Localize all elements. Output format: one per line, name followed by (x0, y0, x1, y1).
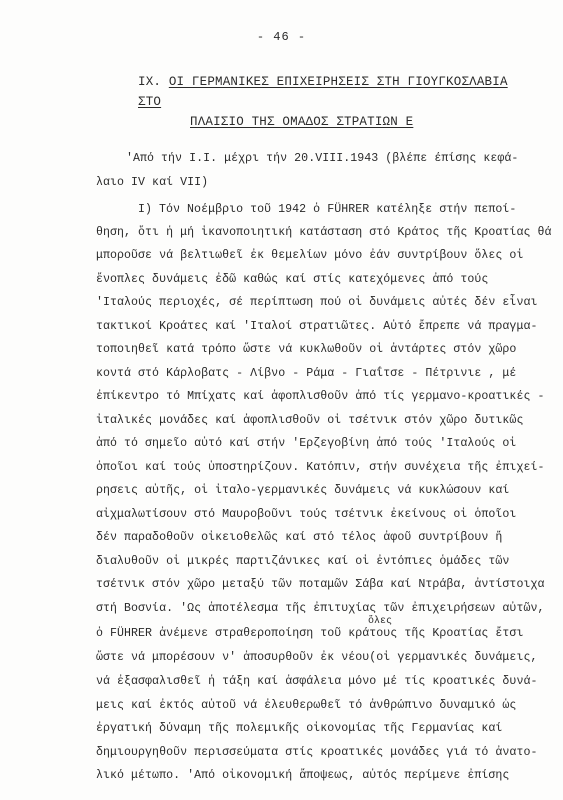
text-line: διαλυθοῦν οἱ μικρές παρτιζάνικες καί οἱ ἐντόπιες ὁμάδες τῶν (96, 555, 510, 568)
text-line: δημιουργηθοῦν περισσεύματα στίς κροατικές μονάδες γιά τό ἀνατο- (96, 746, 538, 759)
text-line: ἐργατική δύναμη τῆς πολεμικῆς οἰκονομίας τῆς Γερμανίας καί (96, 722, 503, 735)
text-line: λικό μέτωπο. 'Από οἰκονομική ἄποψεως, αὐτός περίμενε ἐπίσης (96, 769, 510, 782)
chapter-heading (138, 72, 538, 132)
chapter-title-line-2: ΠΛΑΙΣΙΟ ΤΗΣ ΟΜΑΔΟΣ ΣΤΡΑΤΙΩΝ Ε (190, 115, 414, 129)
text-line: ὁποῖοι καί τούς ὑποστηρίζουν. Κατόπιν, στήν συνέχεια τῆς ἐπιχεί- (96, 461, 545, 474)
text-line: νά ἐξασφαλισθεῖ ἡ τάξη καί ἀσφάλεια μόνο μέ τίς κροατικές δυνά- (96, 675, 538, 688)
text-line: 'Από τήν Ι.Ι. μέχρι τήν 20.VIII.1943 (βλέπε έπίσης κεφά- (126, 152, 519, 165)
text-line: ρησεις αὐτῆς, οἱ ἰταλο-γερμανικές δυνάμεις νά κυκλώσουν καί (96, 484, 510, 497)
page-number: - 46 - (256, 30, 307, 44)
heading-line-1 (138, 72, 538, 112)
chapter-title-line-1: ΟΙ ΓΕΡΜΑΝΙΚΕΣ ΕΠΙΧΕΙΡΗΣΕΙΣ ΣΤΗ ΓΙΟΥΓΚΟΣΛΑΒΙΑ ΣΤΟ (138, 75, 508, 109)
text-line: τοποιηθεῖ κατά τρόπο ὥστε νά κυκλωθοῦν οἱ ἀντάρτες στόν χῶρο (96, 343, 517, 356)
text-line: 'Ιταλούς περιοχές, σέ περίπτωση πού οἱ δυνάμεις αὐτές δέν εἶναι (96, 296, 538, 309)
text-line: τακτικοί Κροάτες καί 'Ιταλοί στρατιῶτες. Αὐτό ἔπρεπε νά πραγμα- (96, 320, 538, 333)
text-line: μεις καί ἐκτός αὐτοῦ νά ἐλευθερωθεῖ τό ἀνθρώπινο δυναμικό ὡς (96, 699, 517, 712)
text-line: δέν παραδοθοῦν οἰκειοθελῶς καί στό τέλος ἀφοῦ συντρίβουν ἤ (96, 531, 503, 544)
text-line: I) Τόν Νοέμβριο τοῦ 1942 ὁ FÜHRER κατέληξε στήν πεποί- (138, 203, 517, 216)
text-line: ἔνοπλες δυνάμεις ἐδῶ καθώς καί στίς κατεχόμενες ἀπό τούς (96, 273, 489, 286)
text-line: κοντά στό Κάρλοβατς - Λίβνο - Ράμα - Γιαΐτσε - Πέτρινιε , μέ (96, 367, 517, 380)
heading-line-2 (190, 112, 538, 132)
text-line: ὥστε νά μπορέσουν ν' ἀποσυρθοῦν ἐκ νέου(οἱ γερμανικές δυνάμεις, (96, 651, 538, 664)
text-line: τσέτνικ στόν χῶρο μεταξύ τῶν ποταμῶν Σάβα καί Ντράβα, ἀντίστοιχα (96, 578, 545, 591)
text-line: στή Βοσνία. 'Ως ἀποτέλεσμα τῆς ἐπιτυχίας τῶν ἐπιχειρήσεων αὐτῶν, (96, 602, 545, 615)
chapter-numeral: IX. (138, 75, 162, 89)
text-line: αἰχμαλωτίσουν στό Μαυροβοῦνι τούς τσέτνικ ἐκείνους οἱ ὁποῖοι (96, 508, 517, 521)
text-line: ἀπό τό σημεῖο αὐτό καί στήν 'Ερζεγοβίνη ἀπό τούς 'Ιταλούς οἱ (96, 437, 517, 450)
text-line: ἐπίκεντρο τό Μπίχατς καί ἀφοπλισθοῦν ἀπό τίς γερμανο-κροατικές - (96, 390, 545, 403)
text-line: λαιο IV καί VII) (96, 176, 209, 189)
text-line: θηση, ὅτι ἡ μή ἱκανοποιητική κατάσταση στό Κράτος τῆς Κροατίας θά (96, 226, 552, 239)
text-line: μποροῦσε νά βελτιωθεῖ ἐκ θεμελίων μόνο ἐάν συντρίβουν ὅλες οἱ (96, 249, 524, 262)
text-line: ἰταλικές μονάδες καί ἀφοπλισθοῦν οἱ τσέτνικ στόν χῶρο δυτικῶς (96, 414, 524, 427)
handwritten-insertion: ὅλες (368, 616, 393, 627)
text-line: ὁ FÜHRER ἀνέμενε στραθεροποίηση τοῦ κράτους τῆς Κροατίας ἔτσι (96, 627, 524, 640)
